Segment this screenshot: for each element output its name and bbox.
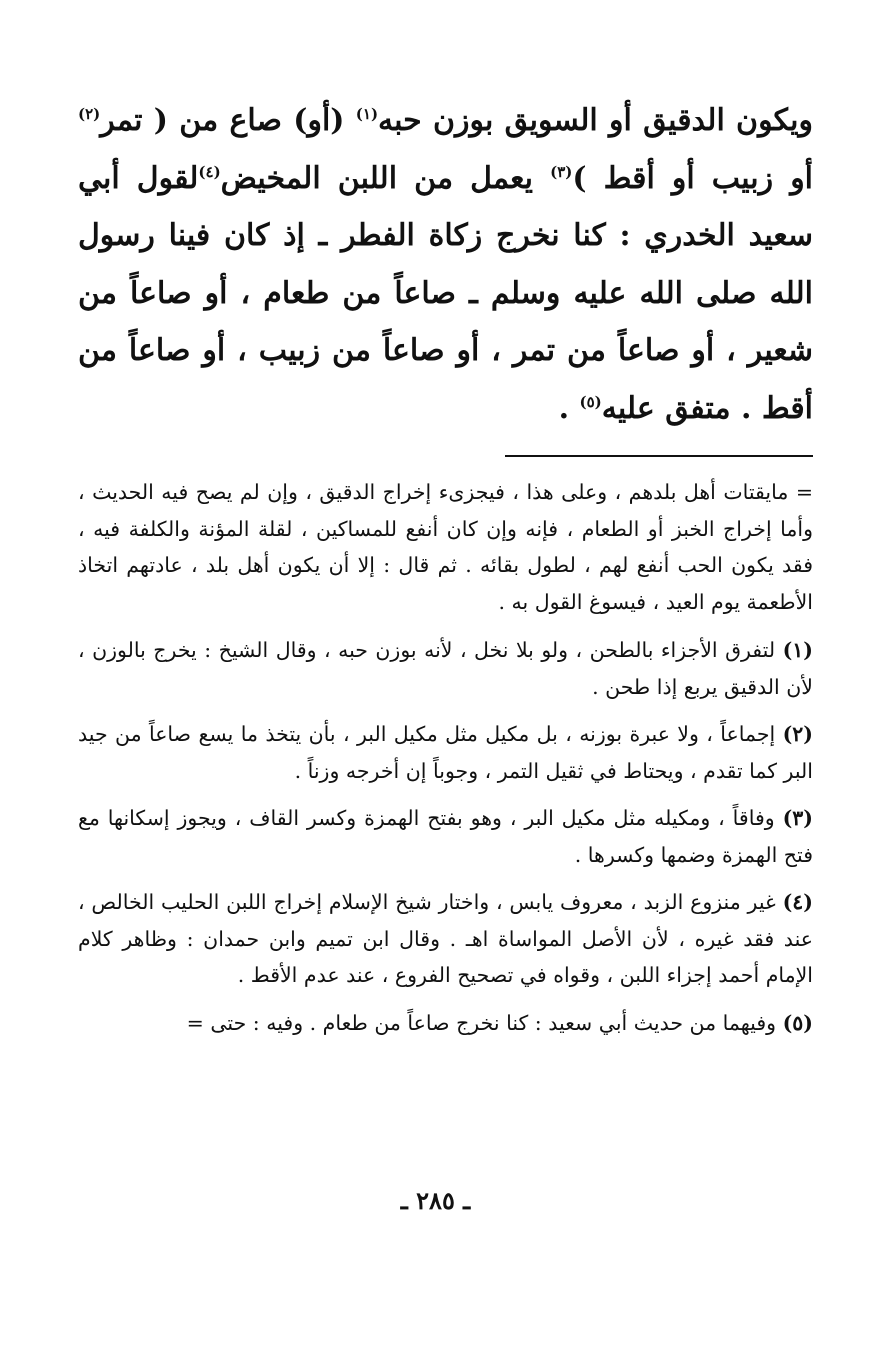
footnote-text: غير منزوع الزبد ، معروف يابس ، واختار شيخ الإسلام إخراج اللبن الحليب الخالص ، عند فقد غيره ، لأن الأصل المواساة اهـ . وقال ابن تميم وابن حمدان : وظاهر كلام الإمام أحمد إجزاء اللبن ، وقواه في تصحيح الفروع ، عند عدم الأقط .	[78, 890, 813, 987]
footnote-ref-5[interactable]: (٥)	[579, 392, 602, 411]
footnote-ref-3[interactable]: (٣)	[550, 162, 573, 181]
footnote-number: (١)	[782, 638, 813, 662]
footnote-4	[78, 884, 813, 994]
main-text-seg1: ويكون الدقيق أو السويق بوزن حبه	[378, 103, 813, 138]
footnote-number: (٣)	[782, 806, 813, 830]
footnote-text: لتفرق الأجزاء بالطحن ، ولو بلا نخل ، لأنه بوزن حبه ، وقال الشيخ : يخرج بالوزن ، لأن الدقيق يربع إذا طحن .	[78, 638, 813, 699]
main-text-seg5: لقول أبي سعيد الخدري : كنا نخرج زكاة الفطر ـ إذ كان فينا رسول الله صلى الله عليه وسلم ـ صاعاً من طعام ، أو صاعاً من شعير ، أو صاعاً من تمر ، أو صاعاً من زبيب ، أو صاعاً من أقط . متفق عليه	[78, 160, 813, 426]
footnote-text: وفيهما من حديث أبي سعيد : كنا نخرج صاعاً من طعام . وفيه : حتى =	[186, 1010, 783, 1035]
footnote-ref-1[interactable]: (١)	[355, 105, 379, 123]
footnote-number: (٢)	[782, 722, 813, 746]
main-text-seg4: يعمل من اللبن المخيض	[220, 160, 551, 196]
footnote-number: (٤)	[782, 890, 813, 914]
footnote-2	[78, 716, 813, 789]
page-number: ـ ٢٨٥ ـ	[400, 1186, 471, 1215]
footnote-1	[78, 632, 813, 705]
main-text	[78, 92, 813, 437]
footnote-3	[78, 800, 813, 873]
main-text-seg3: أو زبيب أو أقط )	[572, 160, 814, 196]
footnote-continuation: = مايقتات أهل بلدهم ، وعلى هذا ، فيجزىء إخراج الدقيق ، وإن لم يصح فيه الحديث ، وأما إخراج الخبز أو الطعام ، فإنه وإن كان أنفع للمساكين ، لقلة المؤنة والكلفة فيه ، فقد يكون الحب أنفع لهم ، لطول بقائه . ثم قال : إلا أن يكون أهل بلد ، عادتهم اتخاذ الأطعمة يوم العيد ، فيسوغ القول به .	[78, 480, 813, 614]
footnote-ref-2[interactable]: (٢)	[78, 105, 101, 123]
footnote-5	[78, 1005, 813, 1042]
footnote-number: (٥)	[782, 1010, 813, 1035]
footnote-ref-4[interactable]: (٤)	[198, 162, 221, 181]
footnote-separator	[505, 455, 813, 457]
footnote-text: وفاقاً ، ومكيله مثل مكيل البر ، وهو بفتح الهمزة وكسر القاف ، ويجوز إسكانها مع فتح الهمزة وضمها وكسرها .	[78, 806, 813, 867]
footnotes	[78, 474, 813, 1052]
footnote-text: إجماعاً ، ولا عبرة بوزنه ، بل مكيل مثل مكيل البر ، بأن يتخذ ما يسع صاعاً من جيد البر كما تقدم ، ويحتاط في ثقيل التمر ، وجوباً إن أخرجه وزناً .	[78, 722, 813, 783]
main-text-seg2: (أو) صاع من ( تمر	[100, 103, 356, 138]
main-text-seg6: .	[558, 390, 580, 426]
